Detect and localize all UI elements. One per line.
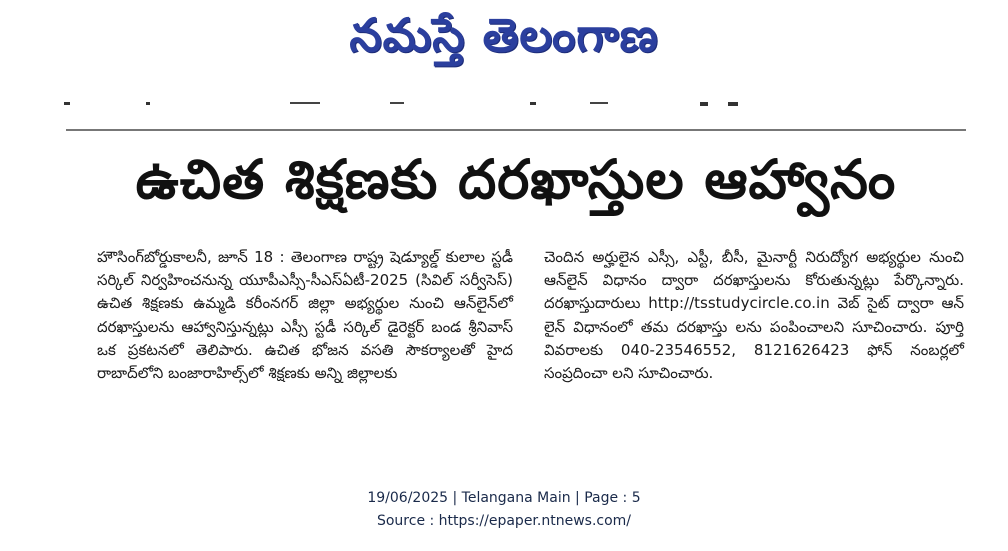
masthead-logo [300, 6, 708, 76]
headline-rule [66, 129, 966, 131]
headline-text: ఉచిత శిక్షణకు దరఖాస్తుల ఆహ్వానం [135, 147, 897, 211]
article-column-left [97, 246, 513, 385]
article-headline [66, 140, 966, 232]
article-body-left: హౌసింగ్‌బోర్డుకాలనీ, జూన్ 18 : తెలంగాణ రాష్ట్ర షెడ్యూల్డ్ కులాల స్టడీ సర్కిల్ నిర్వహించనున్న యూపీఎస్సీ-సీఎస్ఏటీ-2025 (సివిల్ సర్వీసెస్) ఉచిత శిక్షణకు ఉమ్మడి కరీంనగర్ జిల్లా అభ్యర్థుల నుంచి ఆన్‌లైన్‌లో దరఖాస్తులను ఆహ్వానిస్తున్నట్లు ఎస్సీ స్టడీ సర్కిల్ డైరెక్టర్ బండ శ్రీనివాస్ ఒక ప్రకటనలో తెలిపారు. ఉచిత భోజన వసతి సౌకర్యాలతో హైద రాబాద్‌లోని బంజారాహిల్స్‌లో శిక్షణకు అన్ని జిల్లాలకు [97, 248, 513, 383]
clipped-glyph-fragments [60, 94, 760, 108]
footer-source: Source : https://epaper.ntnews.com/ [376, 513, 632, 529]
article-body-right: చెందిన అర్హులైన ఎస్సీ, ఎస్టీ, బీసీ, మైనార్టీ నిరుద్యోగ అభ్యర్థుల నుంచి ఆన్‌లైన్ విధానం ద్వారా దరఖాస్తులను కోరుతున్నట్లు పేర్కొన్నారు. దరఖాస్తుదారులు http://tsstudycircle.co.in వెబ్ సైట్ ద్వారా ఆన్ లైన్ విధానంలో తమ దరఖాస్తు లను పంపించాలని సూచించారు. పూర్తి వివరాలకు 040-23546552, 8121626423 ఫోన్ నంబర్లలో సంప్రదించా లని సూచించారు. [544, 248, 964, 383]
article-column-right [544, 246, 964, 385]
clipped-text-strip [60, 94, 760, 108]
masthead-title: నమస్తే తెలంగాణ [349, 8, 659, 62]
footer-date-edition: 19/06/2025 | Telangana Main | Page : 5 [367, 490, 641, 506]
